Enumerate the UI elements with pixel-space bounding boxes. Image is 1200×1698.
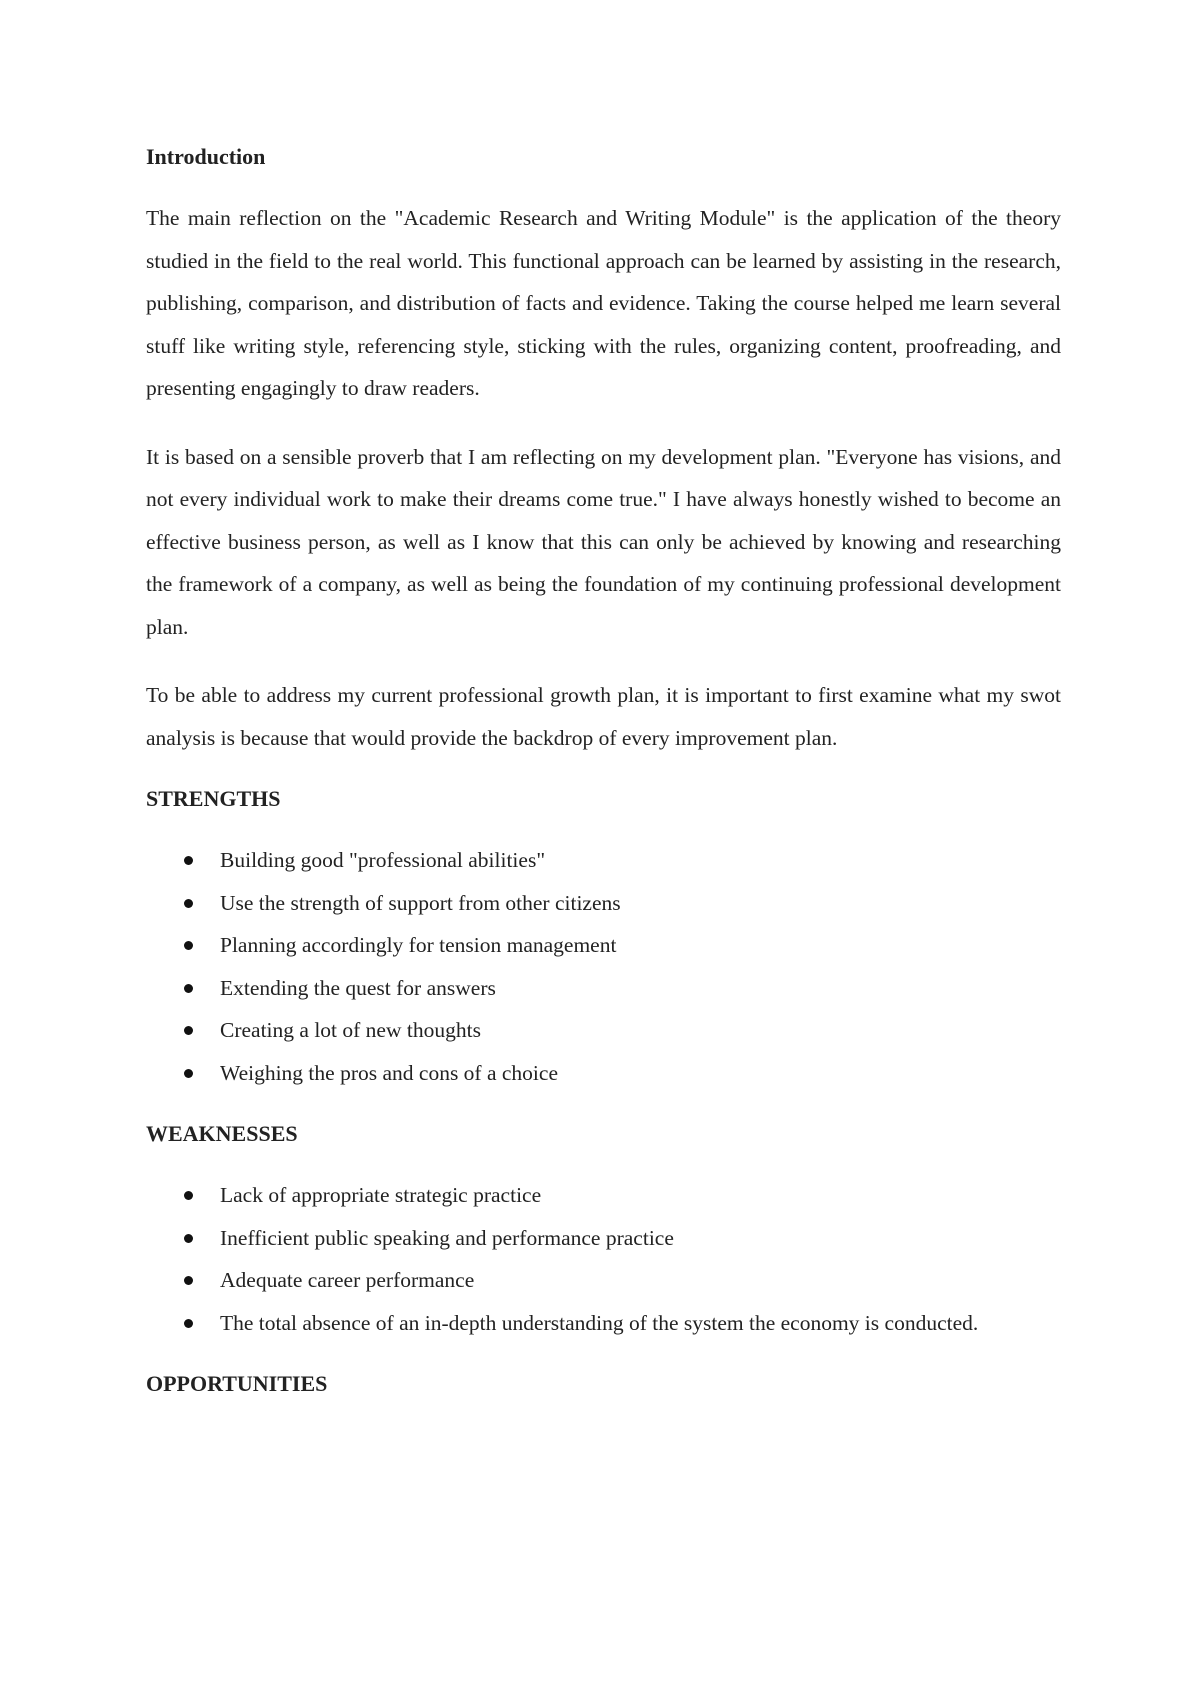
- intro-heading: Introduction: [146, 144, 266, 169]
- list-item-text: Adequate career performance: [220, 1268, 475, 1292]
- list-item-text: Use the strength of support from other citizens: [220, 890, 621, 915]
- bullet-icon: [184, 1026, 193, 1035]
- list-item: [146, 967, 1061, 1010]
- list-item-text: Planning accordingly for tension management: [220, 933, 617, 957]
- opportunities-heading: OPPORTUNITIES: [146, 1371, 328, 1396]
- list-item: [146, 1052, 1061, 1095]
- paragraph-2: It is based on a sensible proverb that I am reflecting on my development plan. "Everyone has visions, and not every individual work to make their dreams come true." I have always honestly wished to become an effective business person, as well as I know that this can only be achieved by knowing and researching the framework of a company, as well as being the foundation of my continuing professional development plan.: [146, 444, 1061, 639]
- weaknesses-heading: WEAKNESSES: [146, 1121, 298, 1146]
- weaknesses-list: [146, 1174, 1061, 1344]
- bullet-icon: [184, 984, 193, 993]
- bullet-icon: [184, 1234, 193, 1243]
- bullet-icon: [184, 1191, 193, 1200]
- list-item: [146, 1302, 1061, 1345]
- bullet-icon: [184, 1319, 193, 1328]
- list-item: [146, 1009, 1061, 1052]
- strengths-list: [146, 839, 1061, 1094]
- bullet-icon: [184, 1276, 193, 1285]
- list-item-text: Inefficient public speaking and performance practice: [220, 1225, 674, 1250]
- paragraph-1: The main reflection on the "Academic Research and Writing Module" is the application of the theory studied in the field to the real world. This functional approach can be learned by assisting in the research, publishing, comparison, and distribution of facts and evidence. Taking the course helped me learn several stuff like writing style, referencing style, sticking with the rules, organizing content, proofreading, and presenting engagingly to draw readers.: [146, 206, 1061, 400]
- bullet-icon: [184, 941, 193, 950]
- list-item: [146, 924, 1061, 967]
- list-item-text: The total absence of an in-depth understanding of the system the economy is conducted.: [220, 1310, 979, 1335]
- list-item-text: Weighing the pros and cons of a choice: [220, 1060, 558, 1085]
- strengths-heading: STRENGTHS: [146, 786, 281, 811]
- bullet-icon: [184, 856, 193, 865]
- list-item-text: Creating a lot of new thoughts: [220, 1018, 481, 1042]
- list-item-text: Lack of appropriate strategic practice: [220, 1183, 542, 1207]
- document-body: [146, 143, 1061, 1424]
- list-item-text: Extending the quest for answers: [220, 975, 496, 1000]
- list-item: [146, 882, 1061, 925]
- list-item: [146, 1259, 1061, 1302]
- paragraph-3: To be able to address my current professional growth plan, it is important to first examine what my swot analysis is because that would provide the backdrop of every improvement plan.: [146, 683, 1061, 750]
- list-item: [146, 1174, 1061, 1217]
- list-item: [146, 839, 1061, 882]
- bullet-icon: [184, 899, 193, 908]
- bullet-icon: [184, 1069, 193, 1078]
- list-item: [146, 1217, 1061, 1260]
- list-item-text: Building good "professional abilities": [220, 848, 546, 872]
